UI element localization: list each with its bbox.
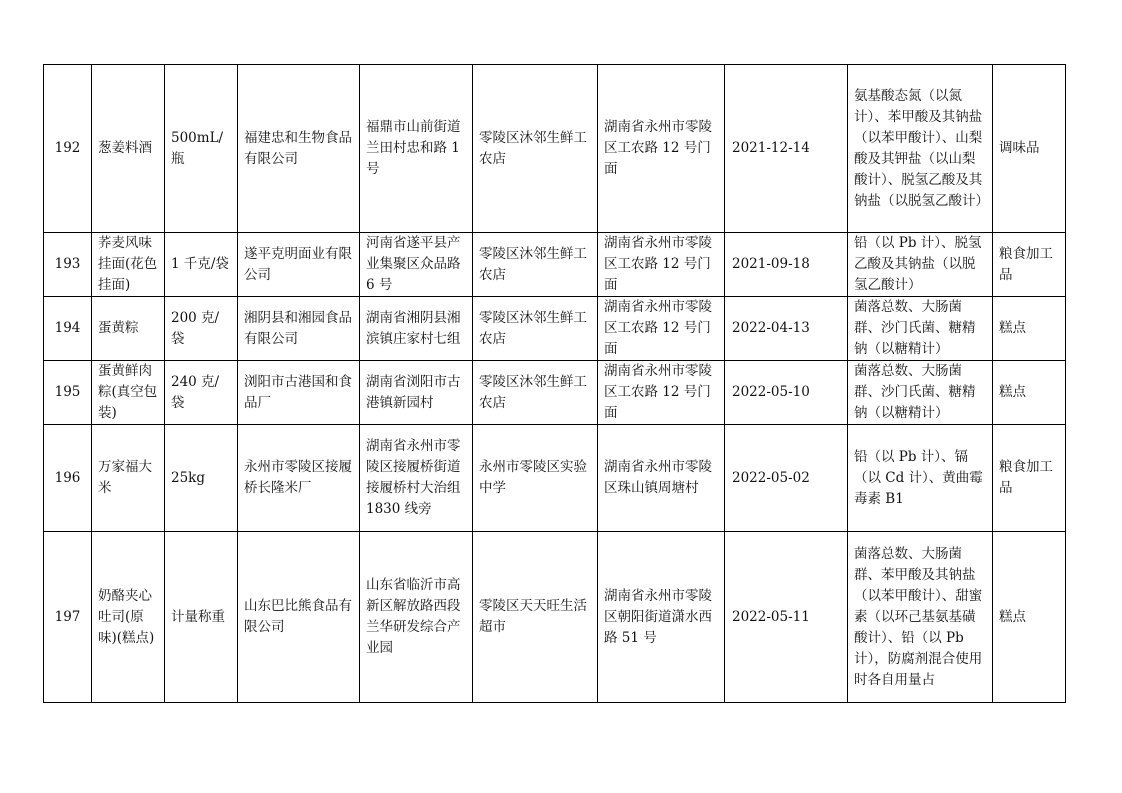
cell-category: 糕点 <box>993 532 1066 703</box>
cell-producer-address: 山东省临沂市高新区解放路西段兰华研发综合产业园 <box>360 532 473 703</box>
cell-producer-address: 河南省遂平县产业集聚区众品路 6 号 <box>360 233 473 297</box>
table-row <box>44 361 1066 425</box>
cell-producer-address: 湖南省浏阳市古港镇新园村 <box>360 361 473 425</box>
cell-production-date: 2022-05-10 <box>725 361 848 425</box>
cell-inspection-items: 氨基酸态氮（以氮计）、苯甲酸及其钠盐（以苯甲酸计）、山梨酸及其钾盐（以山梨酸计）、脱氢乙酸及其钠盐（以脱氢乙酸计） <box>848 65 993 233</box>
cell-sampled-address: 湖南省永州市零陵区朝阳街道潇水西路 51 号 <box>598 532 725 703</box>
inspection-results-table <box>43 64 1066 703</box>
cell-inspection-items: 铅（以 Pb 计）、脱氢乙酸及其钠盐（以脱氢乙酸计） <box>848 233 993 297</box>
cell-spec: 240 克/袋 <box>165 361 238 425</box>
cell-inspection-items: 菌落总数、大肠菌群、沙门氏菌、糖精钠（以糖精计） <box>848 361 993 425</box>
cell-producer: 永州市零陵区接履桥长隆米厂 <box>238 425 360 532</box>
cell-sampled-unit: 零陵区沐邻生鲜工农店 <box>473 233 598 297</box>
cell-producer-address: 湖南省永州市零陵区接履桥街道接履桥村大治组 1830 线旁 <box>360 425 473 532</box>
cell-sampled-unit: 零陵区沐邻生鲜工农店 <box>473 297 598 361</box>
cell-category: 糕点 <box>993 361 1066 425</box>
cell-no: 197 <box>44 532 92 703</box>
cell-sampled-address: 湖南省永州市零陵区工农路 12 号门面 <box>598 361 725 425</box>
cell-no: 193 <box>44 233 92 297</box>
table-row <box>44 532 1066 703</box>
cell-production-date: 2022-04-13 <box>725 297 848 361</box>
table-row <box>44 65 1066 233</box>
cell-product-name: 荞麦风味挂面(花色挂面) <box>92 233 165 297</box>
cell-producer: 湘阴县和湘园食品有限公司 <box>238 297 360 361</box>
cell-no: 195 <box>44 361 92 425</box>
cell-producer-address: 湖南省湘阴县湘滨镇庄家村七组 <box>360 297 473 361</box>
cell-producer-address: 福鼎市山前街道兰田村忠和路 1 号 <box>360 65 473 233</box>
cell-production-date: 2021-09-18 <box>725 233 848 297</box>
cell-inspection-items: 菌落总数、大肠菌群、苯甲酸及其钠盐（以苯甲酸计）、甜蜜素（以环己基氨基磺酸计）、铅（以 Pb 计），防腐剂混合使用时各自用量占 <box>848 532 993 703</box>
cell-spec: 200 克/袋 <box>165 297 238 361</box>
cell-producer: 浏阳市古港国和食品厂 <box>238 361 360 425</box>
cell-production-date: 2022-05-02 <box>725 425 848 532</box>
cell-sampled-unit: 零陵区天天旺生活超市 <box>473 532 598 703</box>
cell-sampled-address: 湖南省永州市零陵区工农路 12 号门面 <box>598 297 725 361</box>
cell-production-date: 2021-12-14 <box>725 65 848 233</box>
cell-product-name: 万家福大米 <box>92 425 165 532</box>
cell-producer: 福建忠和生物食品有限公司 <box>238 65 360 233</box>
cell-category: 调味品 <box>993 65 1066 233</box>
cell-spec: 25kg <box>165 425 238 532</box>
cell-inspection-items: 铅（以 Pb 计）、镉（以 Cd 计）、黄曲霉毒素 B1 <box>848 425 993 532</box>
cell-producer: 遂平克明面业有限公司 <box>238 233 360 297</box>
cell-product-name: 葱姜料酒 <box>92 65 165 233</box>
cell-no: 196 <box>44 425 92 532</box>
cell-sampled-unit: 零陵区沐邻生鲜工农店 <box>473 361 598 425</box>
cell-inspection-items: 菌落总数、大肠菌群、沙门氏菌、糖精钠（以糖精计） <box>848 297 993 361</box>
cell-category: 粮食加工品 <box>993 425 1066 532</box>
table-row <box>44 425 1066 532</box>
cell-spec: 1 千克/袋 <box>165 233 238 297</box>
table-row <box>44 297 1066 361</box>
cell-sampled-address: 湖南省永州市零陵区工农路 12 号门面 <box>598 65 725 233</box>
cell-no: 194 <box>44 297 92 361</box>
cell-sampled-address: 湖南省永州市零陵区工农路 12 号门面 <box>598 233 725 297</box>
cell-no: 192 <box>44 65 92 233</box>
cell-product-name: 蛋黄粽 <box>92 297 165 361</box>
cell-sampled-address: 湖南省永州市零陵区珠山镇周塘村 <box>598 425 725 532</box>
cell-spec: 计量称重 <box>165 532 238 703</box>
cell-category: 粮食加工品 <box>993 233 1066 297</box>
cell-producer: 山东巴比熊食品有限公司 <box>238 532 360 703</box>
cell-category: 糕点 <box>993 297 1066 361</box>
cell-spec: 500mL/瓶 <box>165 65 238 233</box>
cell-product-name: 蛋黄鲜肉粽(真空包装) <box>92 361 165 425</box>
table-row <box>44 233 1066 297</box>
cell-product-name: 奶酪夹心吐司(原味)(糕点) <box>92 532 165 703</box>
cell-sampled-unit: 永州市零陵区实验中学 <box>473 425 598 532</box>
cell-sampled-unit: 零陵区沐邻生鲜工农店 <box>473 65 598 233</box>
cell-production-date: 2022-05-11 <box>725 532 848 703</box>
